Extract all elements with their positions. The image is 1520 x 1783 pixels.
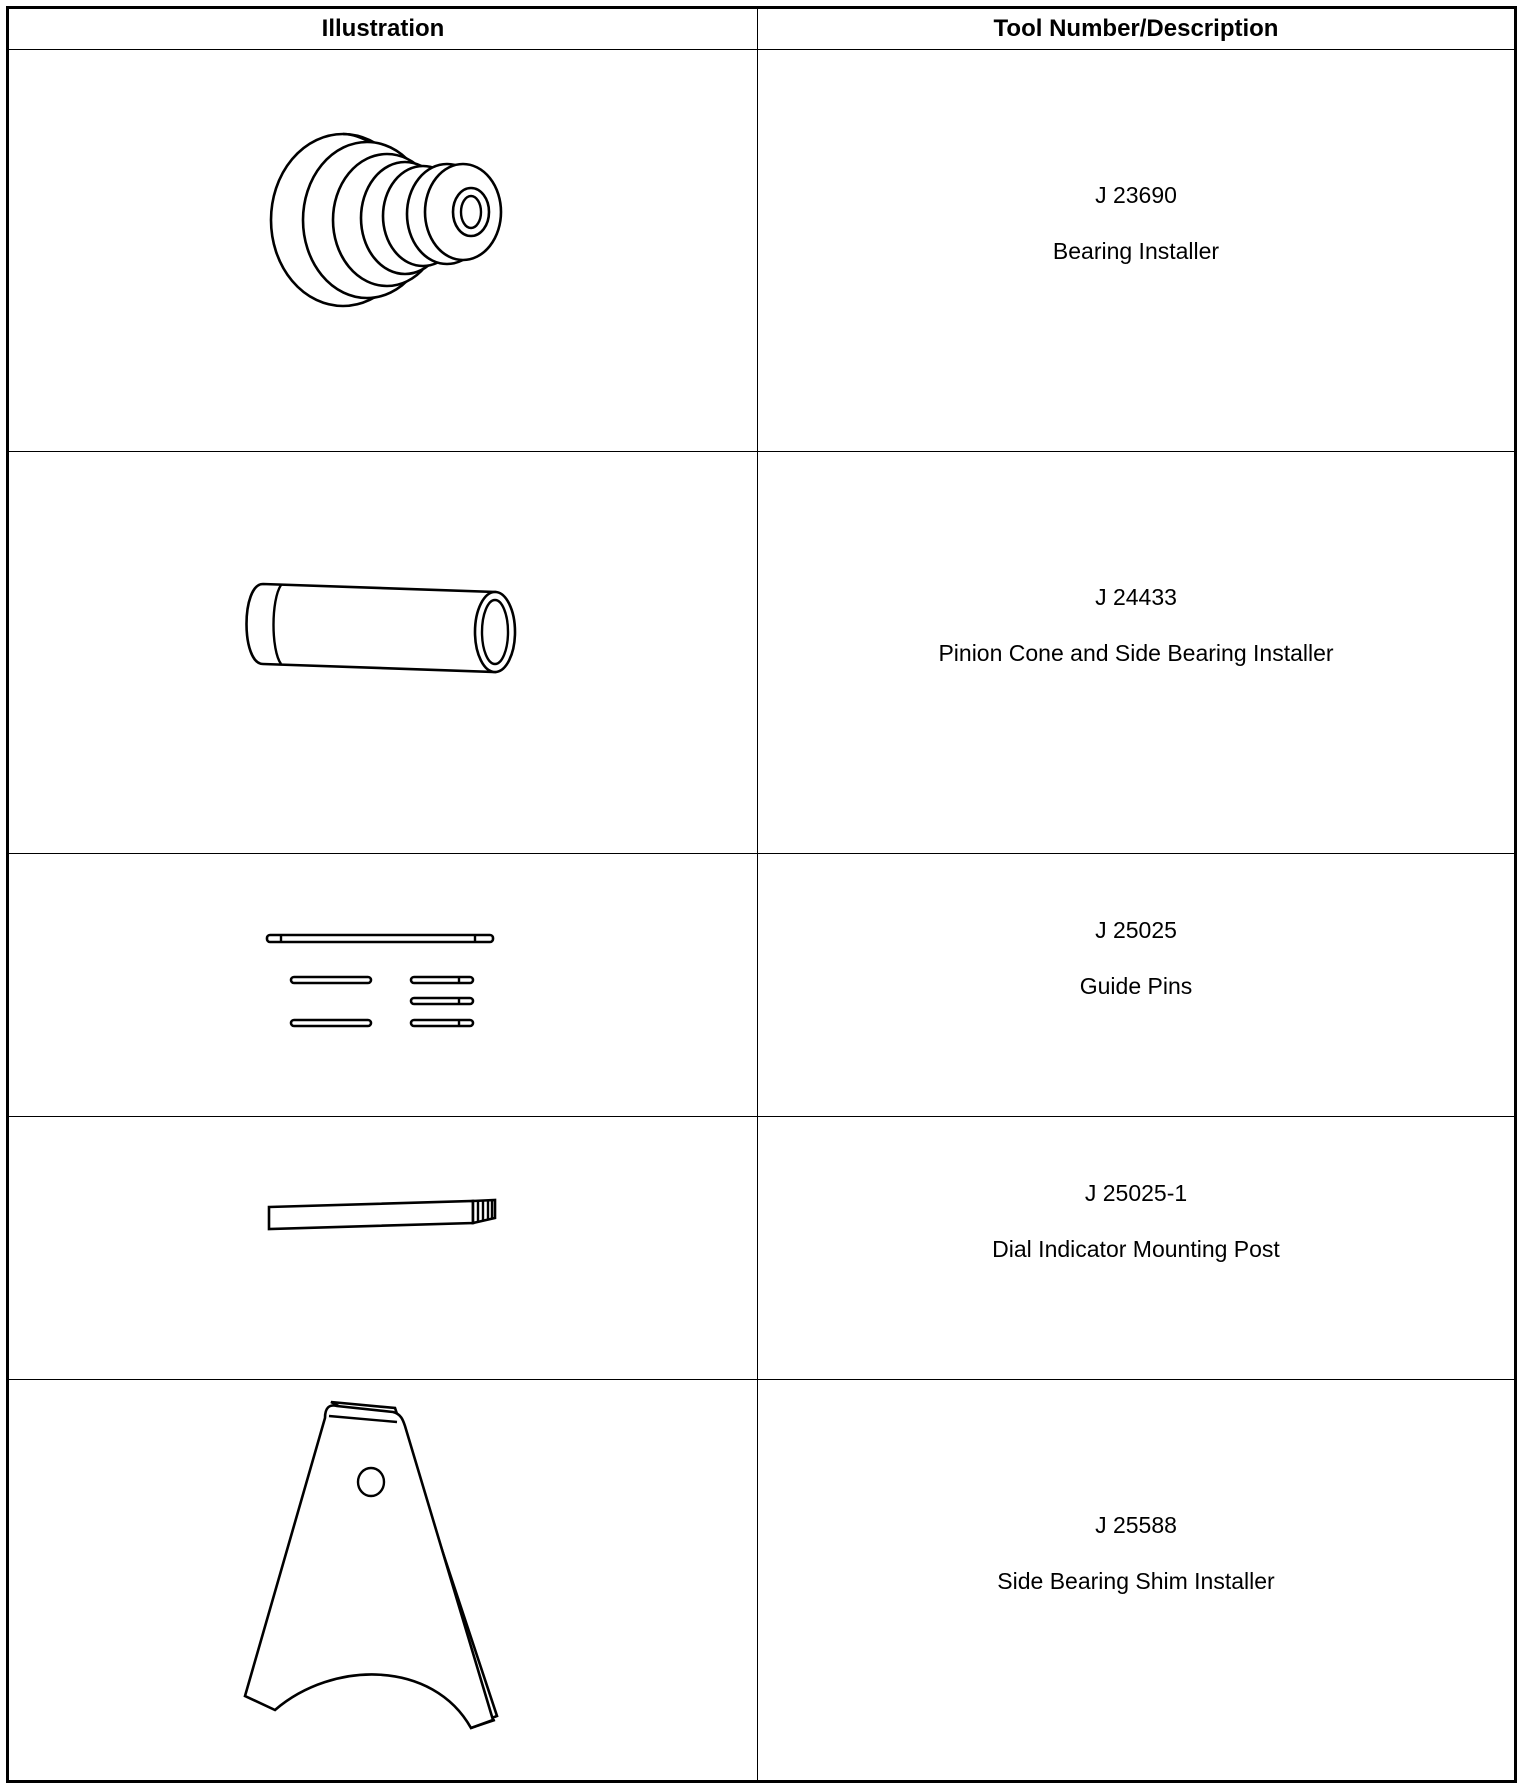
description-cell [758,452,1516,854]
description-cell [758,1380,1516,1782]
tool-number-description-header: Tool Number/Description [758,8,1516,50]
illustration-cell [8,452,758,854]
tool-number: J 25588 [1095,1511,1177,1538]
table-row [8,1117,1516,1380]
table-row [8,1380,1516,1782]
tool-number: J 25025 [1095,916,1177,943]
illustration-cell [8,854,758,1117]
illustration-cell [8,1380,758,1782]
table-row [8,452,1516,854]
tool-table [6,6,1517,1783]
guide-pins-illustration [263,923,503,1033]
table-row [8,854,1516,1117]
tool-description: Guide Pins [1079,972,1193,999]
tool-number: J 23690 [1095,182,1177,208]
tool-description: Side Bearing Shim Installer [997,1567,1275,1594]
header-row [8,8,1516,50]
tool-number: J 25025-1 [1084,1179,1188,1206]
description-cell [758,854,1516,1117]
illustration-cell [8,1117,758,1380]
illustration-header: Illustration [8,8,758,50]
shim-installer-illustration [233,1390,533,1770]
tool-number: J 24433 [1095,584,1177,610]
pinion-cone-installer-illustration [233,572,533,682]
description-cell [758,50,1516,452]
bearing-installer-illustration [263,130,503,320]
illustration-cell [8,50,758,452]
table-row [8,50,1516,452]
mounting-post-illustration [263,1195,503,1245]
tool-description: Dial Indicator Mounting Post [992,1235,1280,1262]
tool-description: Pinion Cone and Side Bearing Installer [938,640,1334,666]
description-cell [758,1117,1516,1380]
tool-description: Bearing Installer [1052,238,1220,264]
